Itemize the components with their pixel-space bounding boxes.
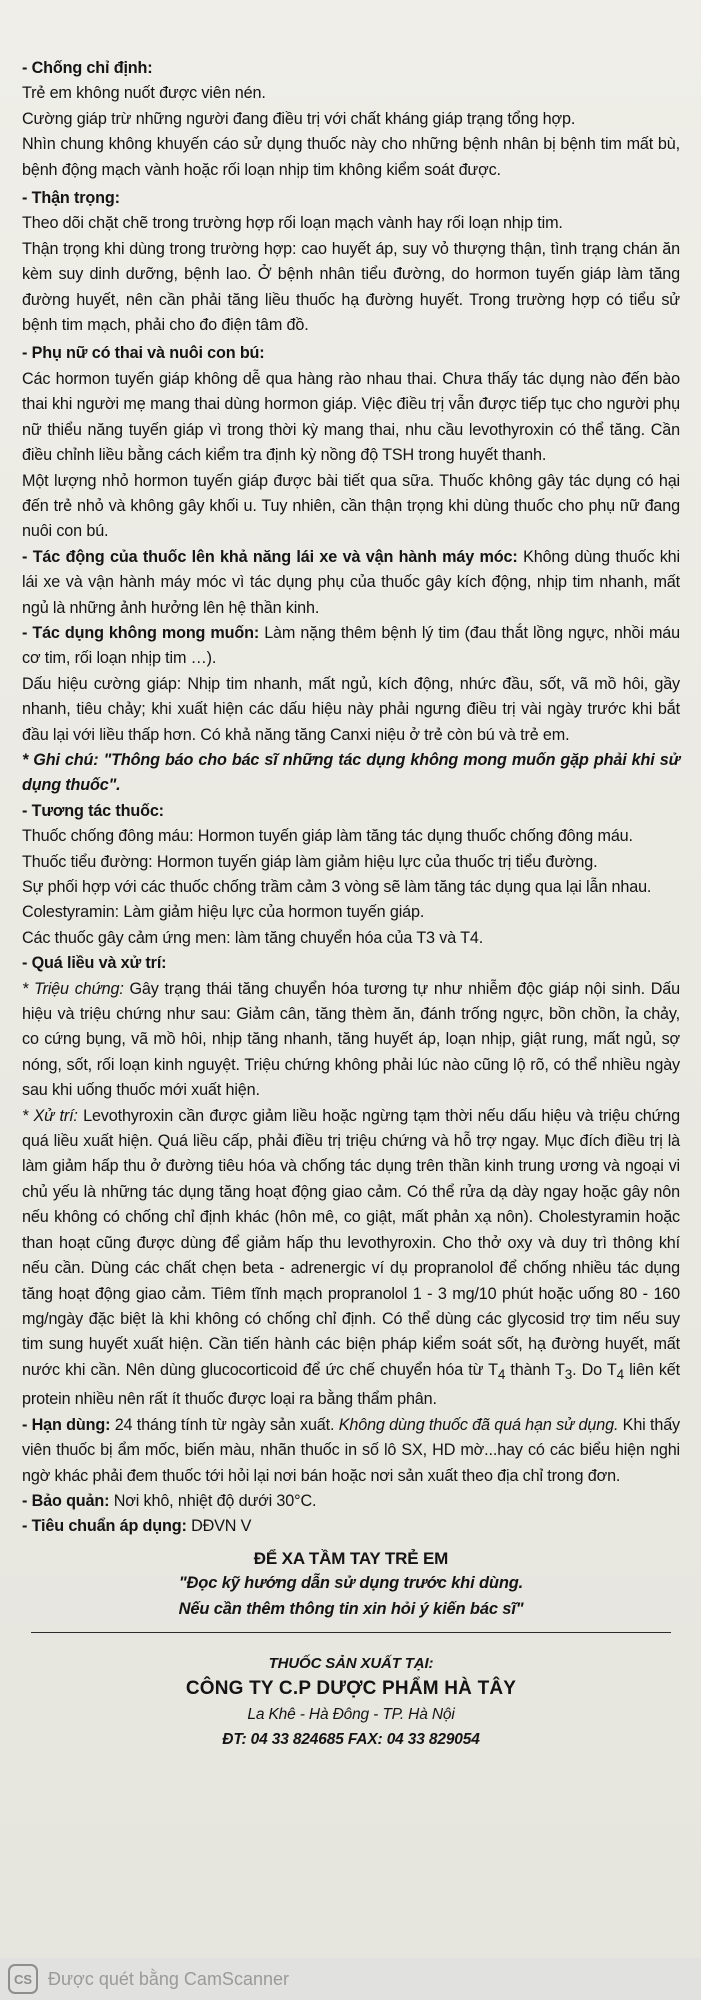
pregnancy-heading: - Phụ nữ có thai và nuôi con bú: (22, 344, 265, 363)
storage-paragraph (22, 1489, 680, 1514)
child-warning: ĐỂ XA TẦM TAY TRẺ EM (253, 1548, 449, 1568)
advice-line: "Đọc kỹ hướng dẫn sử dụng trước khi dùng. (178, 1574, 524, 1593)
precautions-heading: - Thận trọng: (22, 189, 120, 208)
side-effects-note: * Ghi chú: "Thông báo cho bác sĩ những tác dụng không mong muốn gặp phải khi sử dụng thuốc". (22, 750, 680, 795)
symptoms-label: * Triệu chứng: (22, 979, 124, 998)
subscript-3: 3 (564, 1366, 573, 1382)
driving-paragraph (22, 545, 680, 621)
interaction-item: Colestyramin: Làm giảm hiệu lực của hormon tuyến giáp. (22, 903, 425, 922)
manufacturer-name: CÔNG TY C.P DƯỢC PHẨM HÀ TÂY (185, 1678, 517, 1700)
standard-heading: - Tiêu chuẩn áp dụng: (22, 1517, 187, 1536)
camscanner-logo-icon: CS (8, 1964, 38, 1994)
side-effects-heading: - Tác dụng không mong muốn: (22, 623, 260, 642)
manufacturer-address: La Khê - Hà Đông - TP. Hà Nội (247, 1705, 455, 1723)
overdose-heading: - Quá liều và xử trí: (22, 954, 167, 973)
contraindications-line: Trẻ em không nuốt được viên nén. (22, 84, 266, 103)
interaction-item: Sự phối hợp với các thuốc chống trầm cảm 3 vòng sẽ làm tăng tác dụng qua lại lẫn nhau. (22, 878, 652, 896)
overdose-symptoms (22, 977, 680, 1104)
interaction-item: Các thuốc gây cảm ứng men: làm tăng chuyển hóa của T3 và T4. (22, 928, 484, 947)
overdose-treatment (22, 1104, 680, 1413)
shelf-life-heading: - Hạn dùng: (22, 1415, 111, 1434)
side-effects-text: Làm nặng thêm bệnh lý tim (đau thắt lồng ngực, nhồi máu cơ tim, rối loạn nhịp tim …). (22, 623, 680, 668)
treatment-text: Levothyroxin cần được giảm liều hoặc ngừng tạm thời nếu dấu hiệu và triệu chứng quá liều xuất hiện. Quá liều cấp, phải điều trị triệu chứng và hỗ trợ ngay. Mục đích điều trị là làm giảm hấp thu ở đường tiêu hóa và chống tác dụng trên thần kinh trung ương và ngoại vi chủ yếu là những tác dụng tăng hoạt động giao cảm. Có thể rửa dạ dày ngay hoặc gây nôn nếu không có chống chỉ định khác (hôn mê, co giật, mất phản xạ nôn). Cholestyramin hoặc than hoạt cũng được dùng để giảm hấp thu levothyroxin. Cho thở oxy và duy trì thông khí nếu cần. Dùng các chất chẹn beta - adrenergic ví dụ propranolol để chống nhiều tác dụng tăng hoạt động giao cảm. Tiêm tĩnh mạch propranolol 1 - 3 mg/10 phút hoặc uống 80 - 160 mg/ngày đặc biệt là khi không có chống chỉ định. Có thể dùng các glycosid trợ tim nếu suy tim sung huyết xuất hiện. Cần tiến hành các biện pháp kiểm soát sốt, hạ đường huyết, mất nước khi cần. Nên dùng glucocorticoid để ức chế chuyển hóa từ T (22, 1106, 681, 1379)
manufacturer-label: THUỐC SẢN XUẤT TẠI: (268, 1655, 434, 1673)
side-effects-detail: Dấu hiệu cường giáp: Nhịp tim nhanh, mất ngủ, kích động, nhức đầu, sốt, vã mồ hôi, gầy nhanh, tiêu chảy; khi xuất hiện các dấu hiệu này phải ngưng điều trị vài ngày trước khi bắt đầu lại với liều thấp hơn. Có khả năng tăng Canxi niệu ở trẻ còn bú và trẻ em. (22, 674, 680, 744)
standard-text: DĐVN V (186, 1517, 252, 1536)
shelf-life-paragraph (22, 1413, 680, 1489)
manufacturer-block (22, 1651, 680, 1753)
manufacturer-phone: ĐT: 04 33 824685 FAX: 04 33 829054 (222, 1731, 480, 1749)
contraindications-line: Nhìn chung không khuyến cáo sử dụng thuốc này cho những bệnh nhân bị bệnh tim mất bù, bệnh động mạch vành hoặc rối loạn nhịp tim không kiểm soát được. (22, 135, 680, 179)
subscript-4: 4 (616, 1366, 624, 1382)
shelf-life-text: Khi thấy viên thuốc bị ẩm mốc, biến màu, nhãn thuốc in số lô SX, HD mờ...hay có các biểu hiện nghi ngờ khác phải đem thuốc tới hỏi lại nơi bán hoặc nơi sản xuất theo địa chỉ trong đơn. (22, 1415, 680, 1485)
storage-text: Nơi khô, nhiệt độ dưới 30°C. (109, 1491, 317, 1510)
standard-paragraph (22, 1514, 680, 1539)
shelf-life-italic: Không dùng thuốc đã quá hạn sử dụng. (338, 1415, 619, 1434)
treatment-text: . Do T (572, 1360, 617, 1379)
scanner-watermark (0, 1958, 701, 2000)
pregnancy-line: Một lượng nhỏ hormon tuyến giáp được bài tiết qua sữa. Thuốc không gây tác dụng có hại đến trẻ nhỏ và không gây khối u. Tuy nhiên, cần thận trọng khi dùng thuốc cho phụ nữ đang nuôi con bú. (22, 471, 680, 541)
treatment-text: liên kết protein nhiều nên rất ít thuốc được loại ra bằng thẩm phân. (22, 1360, 680, 1409)
contraindications-heading: - Chống chỉ định: (22, 59, 153, 77)
shelf-life-text: 24 tháng tính từ ngày sản xuất. (110, 1415, 339, 1434)
treatment-label: * Xử trí: (22, 1106, 78, 1125)
interaction-item: Thuốc tiểu đường: Hormon tuyến giáp làm giảm hiệu lực của thuốc trị tiểu đường. (22, 852, 598, 871)
interaction-item: Thuốc chống đông máu: Hormon tuyến giáp làm tăng tác dụng thuốc chống đông máu. (22, 827, 633, 846)
divider (31, 1632, 671, 1633)
precautions-line: Theo dõi chặt chẽ trong trường hợp rối loạn mạch vành hay rối loạn nhịp tim. (22, 214, 563, 233)
treatment-text: thành T (505, 1360, 565, 1379)
subscript-4: 4 (497, 1366, 506, 1382)
interactions-heading: - Tương tác thuốc: (22, 801, 164, 820)
leaflet-content (22, 56, 680, 1753)
symptoms-text: Gây trạng thái tăng chuyển hóa tương tự như nhiễm độc giáp nội sinh. Dấu hiệu và triệu chứng như sau: Giảm cân, tăng thèm ăn, đánh trống ngực, bồn chồn, ỉa chảy, co cứng bụng, vã mồ hôi, nhịp tăng nhanh, tăng huyết áp, loạn nhịp, giật rung, mất ngủ, sợ nóng, sốt, rối loạn kinh nguyệt. Triệu chứng không phải lúc nào cũng lộ rõ, có thể nhiều ngày sau khi uống thuốc mới xuất hiện. (22, 979, 680, 1100)
driving-heading: - Tác động của thuốc lên khả năng lái xe và vận hành máy móc: (22, 547, 518, 566)
scanner-text: Được quét bằng CamScanner (48, 1968, 289, 1989)
advice-line: Nếu cần thêm thông tin xin hỏi ý kiến bác sĩ" (178, 1599, 524, 1618)
pregnancy-line: Các hormon tuyến giáp không dễ qua hàng rào nhau thai. Chưa thấy tác dụng nào đến bào thai khi người mẹ mang thai dùng hormon giáp. Việc điều trị vẫn được tiếp tục cho người phụ nữ thiểu năng tuyến giáp vì trong thời kỳ mang thai, nhu cầu levothyroxin có thể tăng. Cần điều chỉnh liều bằng cách kiểm tra định kỳ nồng độ TSH trong huyết thanh. (22, 369, 680, 465)
driving-text: Không dùng thuốc khi lái xe và vận hành máy móc vì tác dụng phụ của thuốc gây kích động, nhịp tim nhanh, mất ngủ là những ảnh hưởng lên hệ thần kinh. (22, 547, 680, 617)
storage-heading: - Bảo quản: (22, 1491, 110, 1510)
contraindications-line: Cường giáp trừ những người đang điều trị với chất kháng giáp trạng tổng hợp. (22, 109, 576, 128)
side-effects-paragraph (22, 621, 680, 672)
precautions-line: Thận trọng khi dùng trong trường hợp: cao huyết áp, suy vỏ thượng thận, tình trạng chán ăn kèm suy dinh dưỡng, bệnh lao. Ở bệnh nhân tiểu đường, do hormon tuyến giáp làm tăng đường huyết, nên cần phải tăng liều thuốc hạ đường huyết. Trong trường hợp có tiểu sử bệnh tim mạch, phải cho đo điện tâm đồ. (22, 239, 680, 335)
